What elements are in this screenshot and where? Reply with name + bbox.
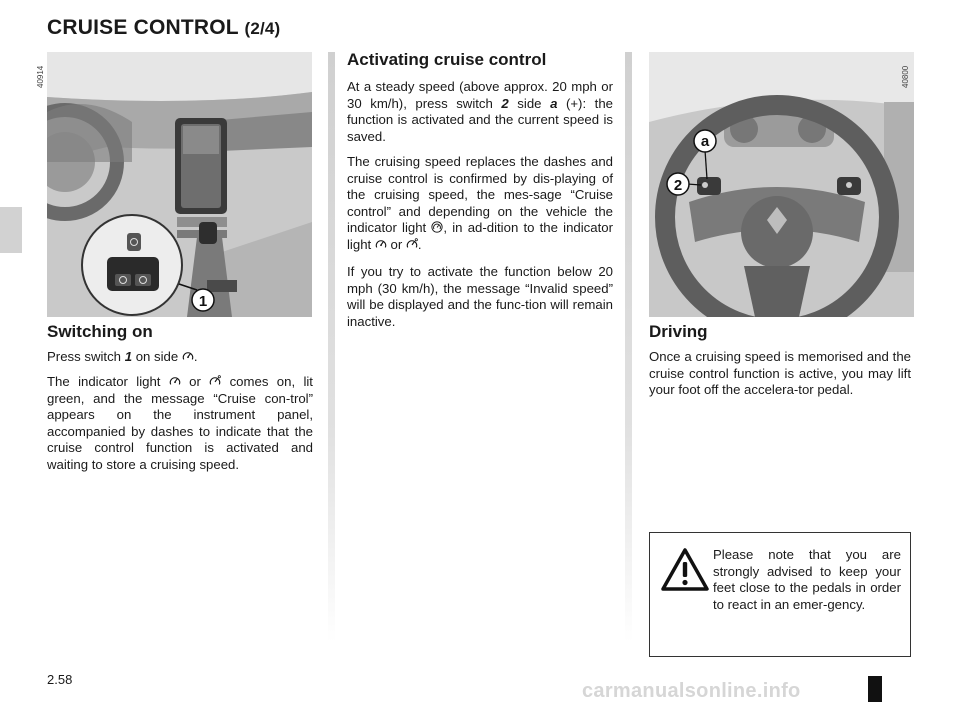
page-end-marker <box>868 676 882 702</box>
watermark: carmanualsonline.info <box>582 680 801 702</box>
callout-2: 2 <box>673 177 683 194</box>
column-divider-left <box>328 52 335 642</box>
warning-text: Please note that you are strongly advised to keep your feet close to the pedals in order to react in an emer-gency. <box>713 547 901 612</box>
chapter-tab <box>0 207 22 253</box>
steering-wheel-illustration <box>649 52 914 317</box>
switching-on-instruction: Press switch 1 on side . <box>47 349 198 364</box>
warning-triangle-icon <box>660 547 710 593</box>
activating-confirmation: The cruising speed replaces the dashes and cruise control is confirmed by dis-playing of the cruising speed, the mes-sage “Cruise control” and depending on the vehicle the indicator light , in ad-dition to the indicator light or . <box>347 154 613 252</box>
cruise-control-icon <box>182 350 194 362</box>
callout-1: 1 <box>198 293 208 310</box>
cruise-control-icon <box>375 238 387 250</box>
page-number: 2.58 <box>47 672 73 687</box>
callout-a: a <box>700 133 710 150</box>
heading-driving: Driving <box>649 322 708 341</box>
activating-invalid-speed: If you try to activate the function below 20 mph (30 km/h), the message “Invalid speed” will be displayed and the func-tion will remain inactive. <box>347 264 613 329</box>
title-main: CRUISE CONTROL <box>47 16 239 39</box>
cruise-active-icon <box>431 221 443 233</box>
warning-box <box>649 532 911 657</box>
activating-instruction: At a steady speed (above approx. 20 mph or 30 km/h), press switch 2 side a (+): the function is activated and the current speed is saved. <box>347 79 613 144</box>
column-divider-right <box>625 52 632 642</box>
figure-code-right: 40800 <box>901 65 910 88</box>
figure-code-left: 40914 <box>36 65 45 88</box>
driving-description: Once a cruising speed is memorised and the cruise control function is active, you may lift your foot off the accelera-tor pedal. <box>649 349 911 398</box>
adaptive-cruise-icon <box>209 375 221 387</box>
page-title <box>47 16 280 40</box>
heading-activating: Activating cruise control <box>347 50 547 69</box>
title-part: (2/4) <box>244 19 281 38</box>
cruise-control-icon <box>169 375 181 387</box>
switching-on-description: The indicator light or comes on, lit green, and the message “Cruise con-trol” appears on the instrument panel, accompanied by dashes to indicate that the cruise control function is activated and waiting to store a cruising speed. <box>47 374 313 472</box>
dashboard-illustration <box>47 52 312 317</box>
heading-switching-on: Switching on <box>47 322 153 341</box>
adaptive-cruise-icon <box>406 238 418 250</box>
